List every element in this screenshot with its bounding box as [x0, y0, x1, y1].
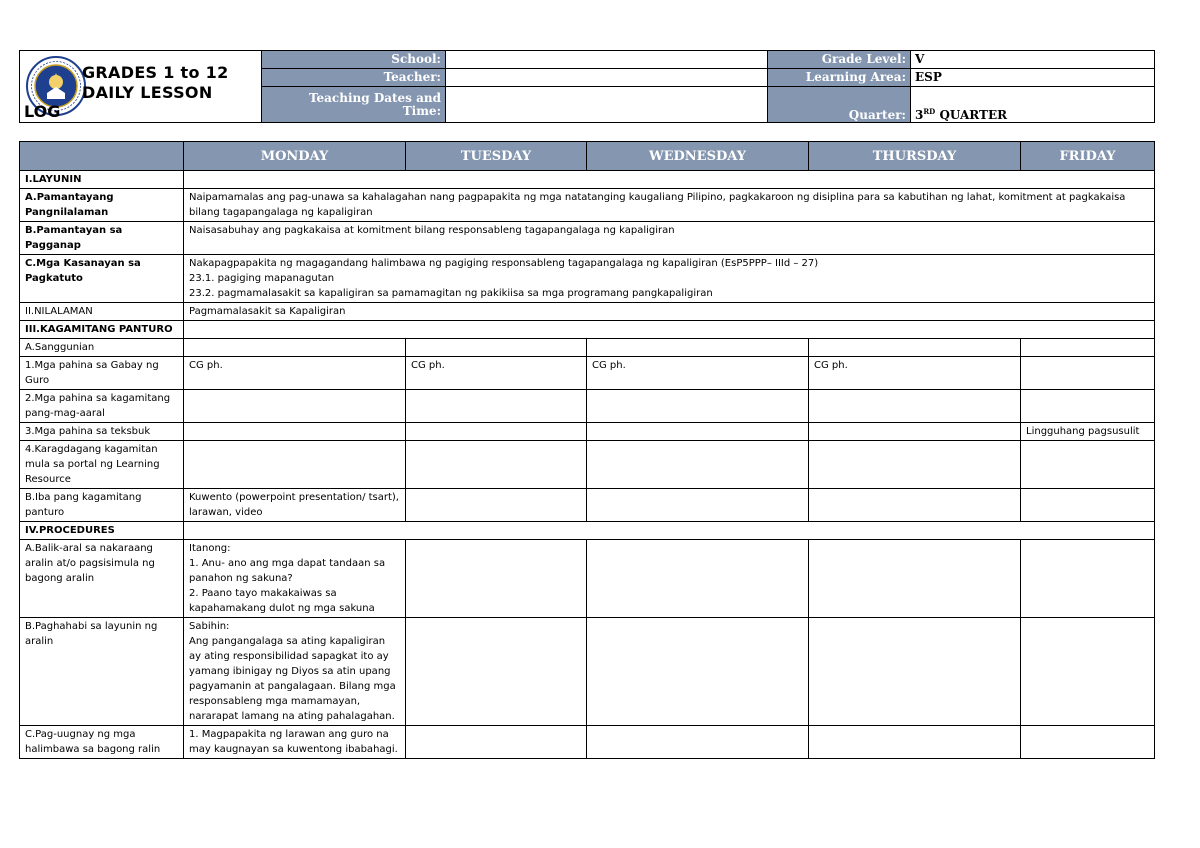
row-paguugnay [20, 726, 1155, 759]
table-cell[interactable] [587, 441, 809, 489]
teacher-field[interactable] [446, 69, 768, 87]
table-cell[interactable] [184, 339, 406, 357]
quarter-suffix: RD [923, 107, 936, 116]
teaching-dates-field[interactable] [446, 87, 768, 123]
pamantayang-value[interactable]: Naipamamalas ang pag-unawa sa kahalagahan nang pagpapakita ng mga natatanging kaugaliang Pilipino, pagkakaroon ng disiplina para sa kabutihan ng lahat, komitment at pagkakaisa bilang tagapangalaga ng kapaligiran [184, 189, 1155, 222]
table-cell[interactable] [809, 726, 1021, 759]
row-procedures [20, 522, 1155, 540]
gabay-monday[interactable]: CG ph. [184, 357, 406, 390]
table-cell[interactable] [1021, 339, 1155, 357]
paguugnay-monday[interactable]: 1. Magpapakita ng larawan ang guro na may kaugnayan sa kuwentong ibabahagi. [184, 726, 406, 759]
table-cell[interactable] [406, 489, 587, 522]
karagdagang-label: 4.Karagdagang kagamitan mula sa portal ng Learning Resource [20, 441, 184, 489]
grade-level-field[interactable]: V [911, 51, 1155, 69]
row-sanggunian [20, 339, 1155, 357]
teksbuk-wednesday[interactable] [587, 423, 809, 441]
table-cell[interactable] [587, 618, 809, 726]
table-cell[interactable] [809, 441, 1021, 489]
title-line-3: LOG [24, 102, 61, 121]
row-mag-aaral [20, 390, 1155, 423]
school-label: School: [262, 51, 446, 69]
kagamitan-value[interactable] [184, 321, 1155, 339]
info-table [261, 50, 1155, 123]
table-cell[interactable] [1021, 489, 1155, 522]
sanggunian-label: A.Sanggunian [20, 339, 184, 357]
table-cell[interactable] [1021, 726, 1155, 759]
teacher-label: Teacher: [262, 69, 446, 87]
day-tuesday: TUESDAY [406, 142, 587, 171]
table-cell[interactable] [1021, 618, 1155, 726]
teksbuk-tuesday[interactable] [406, 423, 587, 441]
table-cell[interactable] [406, 540, 587, 618]
row-teksbuk [20, 423, 1155, 441]
table-cell[interactable] [184, 390, 406, 423]
title-line-2: DAILY LESSON [82, 83, 213, 102]
gabay-friday[interactable] [1021, 357, 1155, 390]
gabay-thursday[interactable]: CG ph. [809, 357, 1021, 390]
row-karagdagang [20, 441, 1155, 489]
lesson-log-table [19, 141, 1155, 759]
day-wednesday: WEDNESDAY [587, 142, 809, 171]
quarter-label: Quarter: [768, 87, 911, 123]
row-layunin [20, 171, 1155, 189]
paghahabi-monday[interactable]: Sabihin: Ang pangangalaga sa ating kapaligiran ay ating responsibilidad sapagkat ito ay yamang ibinigay ng Diyos sa atin upang pagyamanin at pangalagaan. Bilang mga responsableng mga mamamayan, nararapat lamang na ating pahalagahan. [184, 618, 406, 726]
info-row-1 [262, 51, 1155, 69]
table-cell[interactable] [1021, 390, 1155, 423]
table-cell[interactable] [809, 339, 1021, 357]
school-field[interactable] [446, 51, 768, 69]
table-cell[interactable] [809, 540, 1021, 618]
day-friday: FRIDAY [1021, 142, 1155, 171]
row-pamantayan-pagganap [20, 222, 1155, 255]
balik-monday[interactable]: Itanong: 1. Anu- ano ang mga dapat tandaan sa panahon ng sakuna? 2. Paano tayo makakaiwas sa kapahamakang dulot ng mga sakuna [184, 540, 406, 618]
quarter-word: QUARTER [939, 108, 1008, 122]
row-kasanayan [20, 255, 1155, 303]
procedures-value[interactable] [184, 522, 1155, 540]
table-cell[interactable] [406, 726, 587, 759]
pamantayang-label: A.Pamantayang Pangnilalaman [20, 189, 184, 222]
teksbuk-thursday[interactable] [809, 423, 1021, 441]
kasanayan-value[interactable]: Nakapagpapakita ng magagandang halimbawa ng pagiging responsableng tagapangalaga ng kapaligiran (EsP5PPP– IIId – 27) 23.1. pagiging mapanagutan 23.2. pagmamalasakit sa kapaligiran sa pamamagitan ng pakikiisa sa mga programang pangkapaligiran [184, 255, 1155, 303]
row-balik-aral [20, 540, 1155, 618]
table-cell[interactable] [587, 339, 809, 357]
day-thursday: THURSDAY [809, 142, 1021, 171]
iba-label: B.Iba pang kagamitang panturo [20, 489, 184, 522]
nilalaman-label: II.NILALAMAN [20, 303, 184, 321]
teksbuk-monday[interactable] [184, 423, 406, 441]
row-pamantayang-pangnilalaman [20, 189, 1155, 222]
learning-area-label: Learning Area: [768, 69, 911, 87]
pagganap-label: B.Pamantayan sa Pagganap [20, 222, 184, 255]
gabay-tuesday[interactable]: CG ph. [406, 357, 587, 390]
teaching-dates-label-line-2: Time: [402, 103, 441, 118]
paguugnay-label: C.Pag-uugnay ng mga halimbawa sa bagong ralin [20, 726, 184, 759]
row-iba-pang [20, 489, 1155, 522]
table-cell[interactable] [587, 390, 809, 423]
table-cell[interactable] [1021, 441, 1155, 489]
info-row-2 [262, 69, 1155, 87]
mag-aaral-label: 2.Mga pahina sa kagamitang pang-mag-aaral [20, 390, 184, 423]
teksbuk-friday[interactable]: Lingguhang pagsusulit [1021, 423, 1155, 441]
row-paghahabi [20, 618, 1155, 726]
day-header-row [20, 142, 1155, 171]
dll-header [19, 50, 1154, 123]
balik-label: A.Balik-aral sa nakaraang aralin at/o pagsisimula ng bagong aralin [20, 540, 184, 618]
nilalaman-value[interactable]: Pagmamalasakit sa Kapaligiran [184, 303, 1155, 321]
pagganap-value[interactable]: Naisasabuhay ang pagkakaisa at komitment bilang responsableng tagapangalaga ng kapaligiran [184, 222, 1155, 255]
layunin-label: I.LAYUNIN [20, 171, 184, 189]
table-cell[interactable] [1021, 540, 1155, 618]
row-kagamitan [20, 321, 1155, 339]
teksbuk-label: 3.Mga pahina sa teksbuk [20, 423, 184, 441]
table-cell[interactable] [809, 390, 1021, 423]
table-cell[interactable] [587, 540, 809, 618]
grade-level-label: Grade Level: [768, 51, 911, 69]
paghahabi-label: B.Paghahabi sa layunin ng aralin [20, 618, 184, 726]
teaching-dates-label [262, 87, 446, 123]
gabay-label: 1.Mga pahina sa Gabay ng Guro [20, 357, 184, 390]
quarter-field[interactable] [911, 87, 1155, 123]
day-monday: MONDAY [184, 142, 406, 171]
quarter-number: 3 [915, 108, 924, 122]
row-gabay-guro [20, 357, 1155, 390]
info-row-3 [262, 87, 1155, 123]
dll-title [82, 63, 229, 103]
gabay-wednesday[interactable]: CG ph. [587, 357, 809, 390]
table-cell[interactable] [809, 489, 1021, 522]
layunin-value[interactable] [184, 171, 1155, 189]
logo-box [19, 50, 261, 123]
table-cell[interactable] [587, 726, 809, 759]
kasanayan-label: C.Mga Kasanayan sa Pagkatuto [20, 255, 184, 303]
teaching-dates-label-line-1: Teaching Dates and [308, 90, 441, 105]
table-cell[interactable] [406, 339, 587, 357]
kagamitan-label: III.KAGAMITANG PANTURO [20, 321, 184, 339]
table-cell[interactable] [406, 618, 587, 726]
learning-area-field[interactable]: ESP [911, 69, 1155, 87]
table-cell[interactable] [184, 441, 406, 489]
table-cell[interactable] [587, 489, 809, 522]
table-cell[interactable] [406, 390, 587, 423]
title-line-1: GRADES 1 to 12 [82, 63, 229, 82]
row-nilalaman [20, 303, 1155, 321]
procedures-label: IV.PROCEDURES [20, 522, 184, 540]
table-cell[interactable] [809, 618, 1021, 726]
iba-monday[interactable]: Kuwento (powerpoint presentation/ tsart), larawan, video [184, 489, 406, 522]
table-cell[interactable] [406, 441, 587, 489]
corner-cell [20, 142, 184, 171]
